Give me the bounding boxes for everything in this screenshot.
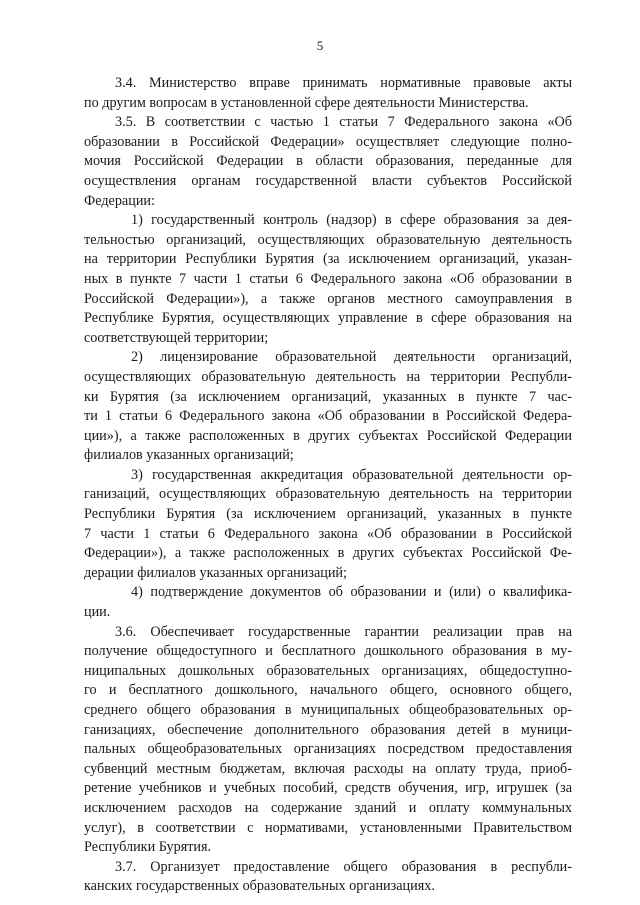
paragraph	[84, 113, 572, 211]
paragraph	[84, 348, 572, 466]
text-line: 1) государственный контроль (надзор) в сфере образования за дея-	[131, 212, 572, 229]
text-line: образовании в Российской Федерации» осуществляет следующие полно-	[84, 133, 572, 150]
text-line: Республики Бурятия (за исключением организаций, указанных в пункте	[84, 506, 572, 523]
text-line: ганизаций, осуществляющих образовательную деятельность на территории	[84, 486, 572, 503]
text-line: 3.7. Организует предоставление общего образования в республи-	[115, 858, 572, 875]
paragraph	[84, 858, 572, 897]
text-line: осуществляющих образовательную деятельность на территории Республи-	[84, 368, 572, 385]
text-line: получение общедоступного и бесплатного дошкольного образования в му-	[84, 643, 572, 660]
text-line: Республики Бурятия.	[84, 839, 212, 856]
text-line: 3) государственная аккредитация образовательной деятельности ор-	[131, 466, 572, 483]
text-line: услуг), в соответствии с нормативами, установленными Правительством	[84, 819, 572, 836]
text-line: субвенций местным бюджетам, включая расходы на оплату труда, приоб-	[84, 760, 572, 777]
text-line: Российской Федерации»), а также органов местного самоуправления в	[84, 290, 572, 307]
text-line: дерации филиалов указанных организаций;	[84, 564, 347, 581]
text-line: ниципальных дошкольных образовательных организациях, общедоступно-	[84, 662, 572, 679]
document-body	[84, 74, 572, 897]
text-line: 3.4. Министерство вправе принимать нормативные правовые акты	[115, 75, 572, 91]
paragraph	[84, 211, 572, 348]
text-line: исключением расходов на содержание зданий и оплату коммунальных	[84, 799, 572, 816]
text-line: тельностью организаций, осуществляющих образовательную деятельность	[84, 231, 572, 248]
text-line: пальных общеобразовательных организациях посредством предоставления	[84, 741, 572, 758]
paragraph	[84, 623, 572, 858]
text-line: осуществления органам государственной власти субъектов Российской	[84, 172, 572, 189]
text-line: по другим вопросам в установленной сфере деятельности Министерства.	[84, 94, 529, 111]
text-line: 2) лицензирование образовательной деятельности организаций,	[131, 349, 572, 366]
text-line: ции.	[84, 604, 111, 621]
paragraph	[84, 583, 572, 622]
text-line: 3.6. Обеспечивает государственные гарантии реализации прав на	[115, 623, 572, 640]
text-line: 4) подтверждение документов об образовании и (или) о квалифика-	[131, 584, 572, 601]
text-line: среднего общего образования в муниципальных общеобразовательных ор-	[84, 702, 572, 718]
text-line: ции»), а также расположенных в других субъектах Российской Федерации	[84, 427, 572, 444]
paragraph	[84, 74, 572, 113]
text-line: Федерации»), а также расположенных в других субъектах Российской Фе-	[84, 545, 572, 562]
text-line: Федерации:	[84, 192, 155, 209]
text-line: Республике Бурятия, осуществляющих управление в сфере образования на	[84, 310, 572, 327]
text-line: го и бесплатного дошкольного, начального общего, основного общего,	[84, 682, 572, 699]
page-number: 5	[316, 38, 324, 53]
text-line: на территории Республики Бурятия (за исключением организаций, указан-	[84, 251, 572, 268]
text-line: соответствующей территории;	[84, 329, 269, 346]
text-line: 7 части 1 статьи 6 Федерального закона «Об образовании в Российской	[84, 525, 572, 542]
text-line: ных в пункте 7 части 1 статьи 6 Федерального закона «Об образовании в	[84, 270, 572, 287]
text-line: 3.5. В соответствии с частью 1 статьи 7 Федерального закона «Об	[115, 114, 572, 131]
paragraph	[84, 466, 572, 584]
text-line: ти 1 статьи 6 Федерального закона «Об образовании в Российской Федера-	[84, 408, 572, 425]
text-line: ретение учебников и учебных пособий, средств обучения, игр, игрушек (за	[84, 780, 572, 797]
text-line: ганизациях, обеспечение дополнительного образования детей в муници-	[84, 721, 572, 738]
text-line: ки Бурятия (за исключением организаций, указанных в пункте 7 час-	[84, 388, 572, 405]
text-line: филиалов указанных организаций;	[84, 447, 294, 464]
text-line: мочия Российской Федерации в области образования, переданные для	[84, 153, 572, 170]
text-line: канских государственных образовательных организациях.	[84, 878, 435, 895]
